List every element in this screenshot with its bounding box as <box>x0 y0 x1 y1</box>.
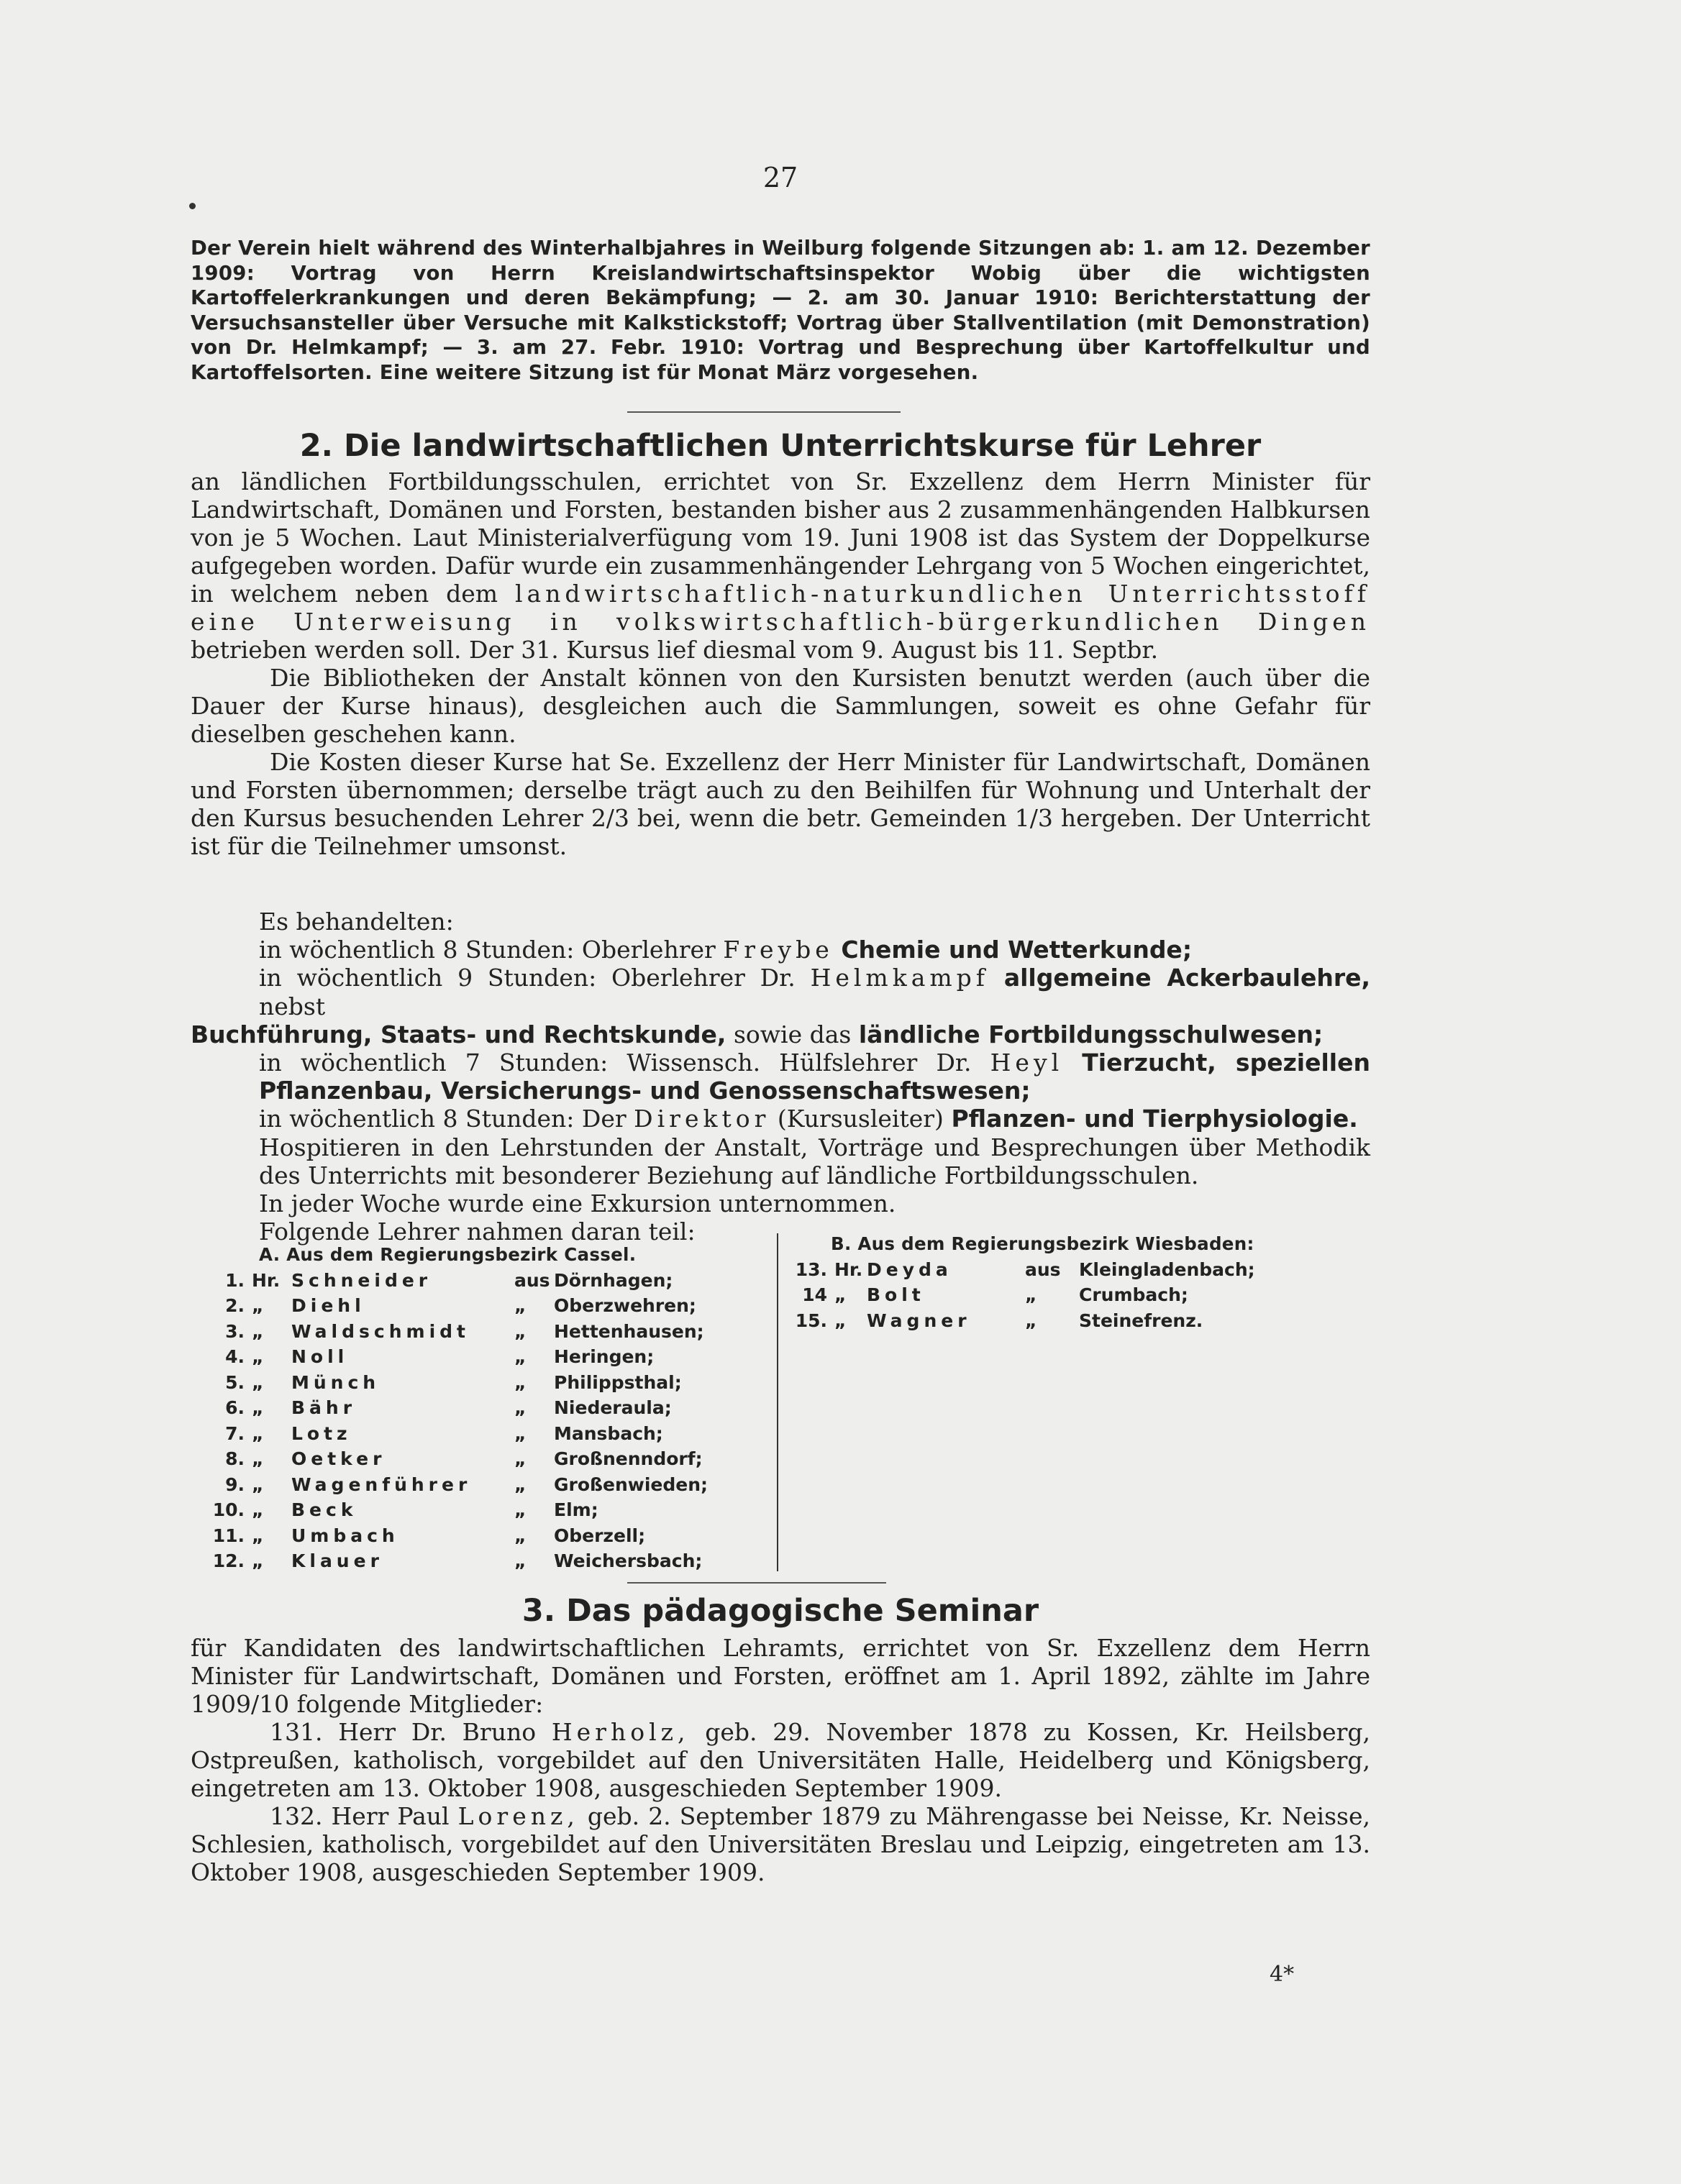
participant-row <box>201 1497 770 1523</box>
participant-number: 10. <box>212 1499 245 1520</box>
participant-place: Heringen; <box>554 1346 655 1367</box>
teacher-row <box>191 1048 1370 1105</box>
participant-number: 7. <box>225 1422 245 1444</box>
participant-number: 12. <box>212 1550 245 1571</box>
participant-name: Schneider <box>291 1269 432 1291</box>
member-name: Lorenz, <box>457 1802 579 1830</box>
participant-name: Klauer <box>291 1550 383 1571</box>
participant-name: Beck <box>291 1499 357 1520</box>
costs-paragraph <box>191 748 1370 860</box>
teacher-hours: in wöchentlich 8 Stunden: Oberlehrer <box>259 936 716 964</box>
participant-title: „ <box>252 1371 264 1393</box>
participant-name: Bähr <box>291 1397 357 1418</box>
participant-place: Großenwieden; <box>554 1473 709 1495</box>
participants-wiesbaden <box>791 1231 1367 1333</box>
participant-place: Weichersbach; <box>554 1550 703 1571</box>
participant-place: Dörnhagen; <box>554 1269 673 1291</box>
participant-aus: „ <box>514 1448 527 1469</box>
participant-title: „ <box>252 1422 264 1444</box>
participant-title: „ <box>252 1499 264 1520</box>
member-details: geb. 29. November 1878 zu Kossen, Kr. Heilsberg, Ostpreußen, katholisch, vorgebildet auf den Universitäten Halle, Heidelberg und Königsberg, eingetreten am 13. Oktober 1908, ausgeschieden September 1909. <box>191 1718 1370 1802</box>
teacher-hours: in wöchentlich 7 Stunden: Wissensch. Hülfslehrer Dr. <box>259 1048 972 1077</box>
participant-aus: „ <box>514 1422 527 1444</box>
teacher-subject: Tierzucht, speziellen Pflanzenbau, Versicherungs- und Genossenschaftswesen; <box>259 1048 1370 1105</box>
section-2-body <box>191 467 1370 860</box>
participant-aus: „ <box>514 1499 527 1520</box>
participant-row <box>201 1370 770 1396</box>
participant-number: 6. <box>225 1397 245 1418</box>
participant-name: Umbach <box>291 1525 399 1546</box>
participant-place: Kleingladenbach; <box>1079 1258 1255 1280</box>
participant-row <box>791 1308 1367 1334</box>
member-name: Herholz, <box>551 1718 690 1746</box>
teacher-name: Helmkampf <box>810 964 990 992</box>
course-text-a: an ländlichen Fortbildungsschulen, errichtet von Sr. Exzellenz dem Herrn Minister für Landwirtschaft, Domänen und Forsten, bestanden bisher aus 2 zusammenhängenden Halbkursen von je 5 Wochen. Laut Ministerialverfügung vom 19. Juni 1908 ist das System der Doppelkurse aufgegeben worden. Dafür wurde ein zusammenhängender Lehrgang von 5 Wochen eingerichtet, in welchem neben dem <box>191 467 1370 608</box>
participant-place: Elm; <box>554 1499 598 1520</box>
participant-name: Waldschmidt <box>291 1320 470 1342</box>
participant-row <box>201 1268 770 1294</box>
participant-number: 9. <box>225 1473 245 1495</box>
member-131 <box>191 1718 1370 1802</box>
participant-title: „ <box>252 1550 264 1571</box>
participant-place: Großnenndorf; <box>554 1448 703 1469</box>
participant-title: „ <box>834 1284 847 1305</box>
excursion-line: In jeder Woche wurde eine Exkursion unternommen. <box>259 1189 896 1218</box>
participant-name: Wagenführer <box>291 1473 472 1495</box>
member-prefix: 132. Herr Paul <box>270 1802 450 1830</box>
participant-number: 5. <box>225 1371 245 1393</box>
participant-title: Hr. <box>252 1269 281 1291</box>
participant-row <box>201 1319 770 1345</box>
section-2-heading: 2. Die landwirtschaftlichen Unterrichtskurse für Lehrer <box>299 428 1262 464</box>
participant-title: „ <box>252 1320 264 1342</box>
teacher-subject: Chemie und Wetterkunde; <box>841 936 1193 964</box>
teacher-subject: ländliche Fortbildungsschulwesen; <box>858 1020 1324 1048</box>
participant-row <box>791 1257 1367 1283</box>
participant-place: Steinefrenz. <box>1079 1310 1203 1331</box>
wiesbaden-rows <box>791 1257 1367 1334</box>
participant-row <box>201 1523 770 1549</box>
teacher-subject: Pflanzen- und Tierphysiologie. <box>951 1105 1358 1133</box>
participant-place: Crumbach; <box>1079 1284 1188 1305</box>
participants-cassel <box>201 1242 770 1574</box>
participant-aus: „ <box>514 1397 527 1418</box>
participant-row <box>201 1472 770 1498</box>
costs-text-b: bei, wenn die betr. Gemeinden <box>637 804 1007 832</box>
participant-number: 1. <box>225 1269 245 1291</box>
participant-number: 2. <box>225 1295 245 1316</box>
participant-aus: „ <box>514 1295 527 1316</box>
costs-text-c: hergeben. Der Unterricht ist für die Teilnehmer umsonst. <box>191 804 1371 860</box>
participant-place: Niederaula; <box>554 1397 672 1418</box>
participant-aus: „ <box>514 1346 527 1367</box>
participants-intro: Folgende Lehrer nahmen daran teil: <box>259 1217 696 1246</box>
participant-title: „ <box>252 1448 264 1469</box>
participant-number: 14 <box>802 1284 827 1305</box>
cassel-heading: A. Aus dem Regierungsbezirk Cassel. <box>259 1244 637 1265</box>
section-divider <box>627 1582 886 1584</box>
participant-place: Oberzell; <box>554 1525 646 1546</box>
participant-number: 4. <box>225 1346 245 1367</box>
teacher-row <box>191 936 1370 964</box>
participant-name: Oetker <box>291 1448 386 1469</box>
participant-title: „ <box>252 1295 264 1316</box>
seminar-paragraph: für Kandidaten des landwirtschaftlichen Lehramts, errichtet von Sr. Exzellenz dem Herrn Minister für Landwirtschaft, Domänen und Forsten, eröffnet am 1. April 1892, zählte im Jahre 1909/10 folgende Mitglieder: <box>191 1634 1370 1718</box>
participant-aus: aus <box>514 1269 550 1291</box>
teacher-name: Heyl <box>990 1048 1064 1077</box>
participant-aus: „ <box>1025 1284 1037 1305</box>
participant-name: Diehl <box>291 1295 365 1316</box>
hospitation-paragraph: Hospitieren in den Lehrstunden der Anstalt, Vorträge und Besprechungen über Methodik des Unterrichts mit besonderer Beziehung auf ländliche Fortbildungsschulen. <box>259 1133 1370 1189</box>
cassel-rows <box>201 1268 770 1574</box>
behandelten-label: Es behandelten: <box>259 908 454 936</box>
participant-title: „ <box>252 1473 264 1495</box>
costs-text-a: Die Kosten dieser Kurse hat Se. Exzellenz der Herr Minister für Landwirtschaft, Domänen und Forsten übernommen; derselbe trägt auch zu den Beihilfen für Wohnung und Unterhalt der den Kursus besuchenden Lehrer <box>191 748 1370 832</box>
course-text-spaced: landwirtschaftlich-naturkundlichen Unterrichtsstoff eine Unterweisung in volkswirtschaftlich-bürgerkundlichen Dingen <box>191 580 1370 636</box>
library-paragraph: Die Bibliotheken der Anstalt können von den Kursisten benutzt werden (auch über die Dauer der Kurse hinaus), desgleichen auch die Sammlungen, soweit es ohne Gefahr für dieselben geschehen kann. <box>191 664 1370 748</box>
teacher-row-continued <box>191 1020 1370 1048</box>
teacher-connector: (Kursusleiter) <box>777 1105 944 1133</box>
fraction-one-third: 1/3 <box>1014 804 1053 832</box>
participant-number: 8. <box>225 1448 245 1469</box>
teacher-name: Freybe <box>723 936 834 964</box>
member-prefix: 131. Herr Dr. Bruno <box>270 1718 537 1746</box>
teacher-connector: sowie das <box>733 1020 852 1048</box>
participant-name: Bolt <box>867 1284 925 1305</box>
participant-place: Hettenhausen; <box>554 1320 704 1342</box>
course-text-c: betrieben werden soll. Der 31. Kursus lief diesmal vom 9. August bis 11. Septbr. <box>191 636 1159 664</box>
participant-row <box>201 1344 770 1370</box>
section-3-heading: 3. Das pädagogische Seminar <box>521 1593 1039 1629</box>
teacher-hours: in wöchentlich 9 Stunden: Oberlehrer Dr. <box>259 964 796 992</box>
teacher-row <box>191 964 1370 1020</box>
member-details: geb. 2. September 1879 zu Mährengasse bei Neisse, Kr. Neisse, Schlesien, katholisch, vorgebildet auf den Universitäten Breslau und Leipzig, eingetreten am 13. Oktober 1908, ausgeschieden September 1909. <box>191 1802 1370 1886</box>
participant-aus: aus <box>1025 1258 1061 1280</box>
participant-row <box>201 1395 770 1421</box>
section-3-body <box>191 1634 1370 1886</box>
section-divider <box>627 411 901 413</box>
participant-number: 13. <box>795 1258 827 1280</box>
signature-mark: 4* <box>1270 1962 1295 1987</box>
participant-place: Philippsthal; <box>554 1371 682 1393</box>
fraction-two-thirds: 2/3 <box>591 804 629 832</box>
participant-place: Mansbach; <box>554 1422 663 1444</box>
member-132 <box>191 1802 1370 1886</box>
participant-row <box>201 1446 770 1472</box>
participant-aus: „ <box>514 1525 527 1546</box>
participant-number: 11. <box>212 1525 245 1546</box>
participant-title: Hr. <box>834 1258 863 1280</box>
page-number: 27 <box>762 162 798 193</box>
teacher-subject: Buchführung, Staats- und Rechtskunde, <box>191 1020 726 1048</box>
participant-title: „ <box>252 1346 264 1367</box>
participant-aus: „ <box>514 1550 527 1571</box>
participant-row <box>201 1548 770 1574</box>
participant-aus: „ <box>1025 1310 1037 1331</box>
ink-dot <box>189 203 196 209</box>
participant-aus: „ <box>514 1320 527 1342</box>
participant-row <box>201 1293 770 1319</box>
teacher-name: Direktor <box>634 1105 770 1133</box>
column-divider <box>777 1233 778 1571</box>
teachers-list <box>191 908 1370 1246</box>
teacher-subject: allgemeine Ackerbaulehre, <box>1003 964 1371 992</box>
participant-title: „ <box>834 1310 847 1331</box>
participant-title: „ <box>252 1525 264 1546</box>
participant-aus: „ <box>514 1371 527 1393</box>
participant-name: Münch <box>291 1371 381 1393</box>
course-paragraph <box>191 467 1370 664</box>
participant-title: „ <box>252 1397 264 1418</box>
participant-name: Noll <box>291 1346 349 1367</box>
participant-name: Wagner <box>867 1310 971 1331</box>
participant-number: 3. <box>225 1320 245 1342</box>
participant-row <box>201 1421 770 1447</box>
teacher-row <box>191 1105 1370 1133</box>
participant-aus: „ <box>514 1473 527 1495</box>
teacher-hours: in wöchentlich 8 Stunden: Der <box>259 1105 627 1133</box>
teacher-connector: nebst <box>259 992 326 1020</box>
participant-number: 15. <box>795 1310 827 1331</box>
participant-place: Oberzwehren; <box>554 1295 696 1316</box>
participant-row <box>791 1282 1367 1308</box>
participant-name: Deyda <box>867 1258 952 1280</box>
participant-name: Lotz <box>291 1422 352 1444</box>
wiesbaden-heading: B. Aus dem Regierungsbezirk Wiesbaden: <box>831 1233 1254 1254</box>
intro-paragraph: Der Verein hielt während des Winterhalbjahres in Weilburg folgende Sitzungen ab: 1. am 12. Dezember 1909: Vortrag von Herrn Kreislandwirtschaftsinspektor Wobig über die wichtigsten Kartoffelerkrankungen und deren Bekämpfung; — 2. am 30. Januar 1910: Berichterstattung der Versuchsansteller über Versuche mit Kalkstickstoff; Vortrag über Stallventilation (mit Demonstration) von Dr. Helmkampf; — 3. am 27. Febr. 1910: Vortrag und Besprechung über Kartoffelkultur und Kartoffelsorten. Eine weitere Sitzung ist für Monat März vorgesehen. <box>191 237 1370 384</box>
